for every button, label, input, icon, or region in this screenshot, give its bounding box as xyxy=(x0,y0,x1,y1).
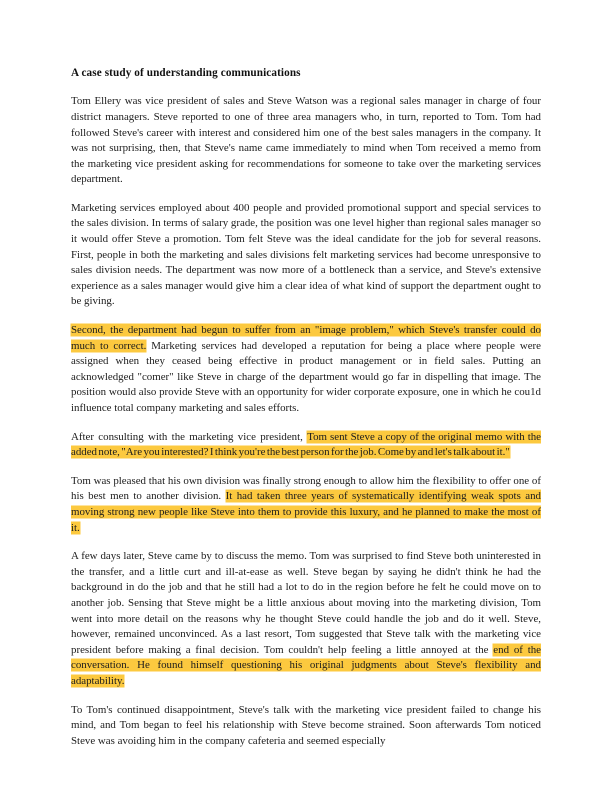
paragraph-memo-lead: After consulting with the marketing vice president, xyxy=(71,430,308,443)
highlight-three-years: It had taken three years of systematically identifying weak spots and moving strong new people like Steve into them to provide this luxury, and he planned to make the most of it. xyxy=(71,490,541,534)
paragraph-disappointment: To Tom's continued disappointment, Steve's talk with the marketing vice president failed to change his mind, and Tom began to feel his relationship with Steve become strained. Soon afterwards Tom noticed Steve was avoiding him in the company cafeteria and seemed especially xyxy=(71,703,541,747)
paragraph-image-problem-rest: Marketing services had developed a reputation for being a place where people were assigned when they ceased being effective in product management or in field sales. Putting an acknowledged "comer" like Steve in charge of the department would go far in dispelling that image. The position would also provide Steve with an opportunity for wider corporate exposure, one in which he cou1d influence total company marketing and sales efforts. xyxy=(71,339,542,415)
highlight-memo-note: Tom sent Steve a copy of the original memo with the added note, "Are you interested? I think you're the best person for the job. Come by and let's talk about it." xyxy=(71,430,542,459)
paragraph-memo-note xyxy=(71,430,541,461)
highlight-image-problem: Second, the department had begun to suffer from an "image problem," which Steve's transfer could do much to correct. xyxy=(71,324,541,352)
paragraph-text: Marketing services employed about 400 people and provided promotional support and special services to the sales division. In terms of salary grade, the position was one level higher than regional sales manager so it would offer Steve a promotion. Tom felt Steve was the ideal candidate for the job for several reasons. First, people in both the marketing and sales divisions felt marketing services had become unresponsive to sales division needs. The department was now more of a bottleneck than a service, and Steve's extensive experience as a sales manager would give him a clear idea of what kind of support the department ought to be giving. xyxy=(71,201,541,308)
paragraph-flexibility-lead: Tom was pleased that his own division was finally strong enough to allow him the flexibility to offer one of his best men to another division. xyxy=(71,474,541,503)
paragraph-conversation-lead: A few days later, Steve came by to discuss the memo. Tom was surprised to find Steve both uninterested in the transfer, and a little curt and ill-at-ease as well. Steve began by saying he didn't think he had the background in do the job and that he still had a lot to do in the region before he felt he could move on to another job. Sensing that Steve might be a little anxious about moving into the marketing division, Tom went into more detail on the reasons why he thought Steve could handle the job and do it well. Steve, however, remained unconvinced. As a last resort, Tom suggested that Steve talk with the marketing vice president before making a final decision. Tom couldn't help feeling a little annoyed at the xyxy=(71,550,541,656)
paragraph-flexibility xyxy=(71,474,541,536)
highlight-end-of-conversation: end of the conversation. He found himself questioning his original judgments about Steve's flexibility and adaptability. xyxy=(71,643,541,687)
paragraph-intro: Tom Ellery was vice president of sales and Steve Watson was a regional sales manager in charge of four district managers. Steve reported to one of three area managers who, in turn, reported to Tom. Tom had followed Steve's career with interest and considered him one of the best sales managers in the company. It was not surprising, then, that Steve's name came immediately to mind when Tom received a memo from the marketing vice president asking for recommendations for someone to take over the marketing services department. xyxy=(71,95,541,186)
page-title: A case study of understanding communications xyxy=(71,67,301,79)
paragraph-image-problem xyxy=(71,323,541,417)
paragraph-marketing-services xyxy=(71,201,541,310)
paragraph-conversation xyxy=(71,549,541,689)
